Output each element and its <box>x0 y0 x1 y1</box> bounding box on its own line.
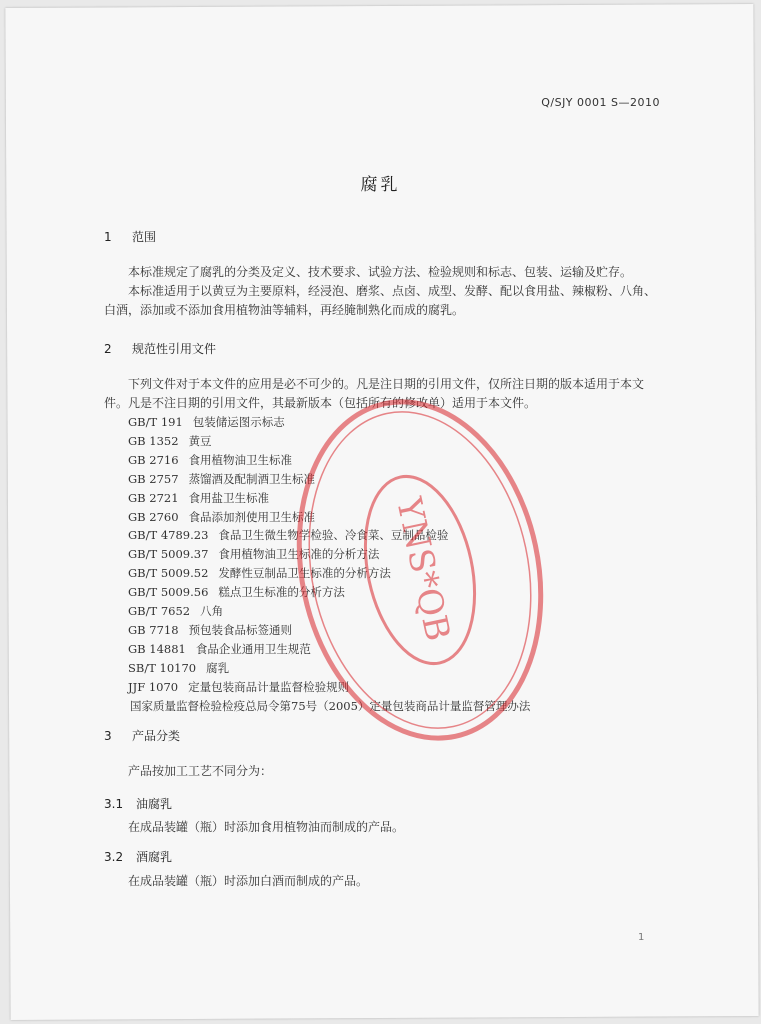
section-heading-oil-fermented-tofu: 3.1 油腐乳 <box>104 797 173 811</box>
reference-item: GB 2716 食用植物油卫生标准 <box>128 452 293 467</box>
reference-item: GB 2721 食用盐卫生标准 <box>128 490 270 505</box>
oil-fermented-tofu-definition: 在成品装罐（瓶）时添加食用植物油而制成的产品。 <box>128 820 405 834</box>
reference-item: GB/T 4789.23 食品卫生微生物学检验、冷食菜、豆制品检验 <box>128 528 449 543</box>
document-title: 腐乳 <box>360 175 401 195</box>
section-heading-scope: 1 范围 <box>104 230 157 244</box>
reference-item: JJF 1070 定量包装商品计量监督检验规则 <box>128 679 350 694</box>
classification-intro: 产品按加工工艺不同分为： <box>128 764 273 778</box>
reference-item: GB 1352 黄豆 <box>128 433 212 448</box>
reference-item: GB/T 7652 八角 <box>128 604 224 619</box>
section-heading-wine-fermented-tofu: 3.2 酒腐乳 <box>104 850 173 864</box>
scope-paragraph-1: 本标准规定了腐乳的分类及定义、技术要求、试验方法、检验规则和标志、包装、运输及贮存。 <box>128 265 633 279</box>
reference-item: GB 7718 预包装食品标签通则 <box>128 622 293 637</box>
page-number: 1 <box>638 932 645 943</box>
reference-item: 国家质量监督检验检疫总局令第75号（2005）定量包装商品计量监督管理办法 <box>130 698 531 713</box>
reference-item: GB 2760 食品添加剂使用卫生标准 <box>128 509 316 524</box>
reference-item: GB/T 191 包装储运图示标志 <box>128 415 285 429</box>
reference-item: GB 2757 蒸馏酒及配制酒卫生标准 <box>128 471 316 486</box>
wine-fermented-tofu-definition: 在成品装罐（瓶）时添加白酒而制成的产品。 <box>128 874 369 888</box>
normative-intro-paragraph: 下列文件对于本文件的应用是必不可少的。凡是注日期的引用文件，仅所注日期的版本适用于本文件。凡是不注日期的引用文件，其最新版本（包括所有的修改单）适用于本文件。 <box>104 377 645 410</box>
reference-item: GB 14881 食品企业通用卫生规范 <box>128 641 311 656</box>
reference-item: GB/T 5009.52 发酵性豆制品卫生标准的分析方法 <box>128 566 391 581</box>
stamp-center-code: YNS*QB <box>388 494 458 645</box>
scope-paragraph-2: 本标准适用于以黄豆为主要原料，经浸泡、磨浆、点卤、成型、发酵、配以食用盐、辣椒粉、八角、白酒，添加或不添加食用植物油等辅料，再经腌制熟化而成的腐乳。 <box>104 284 657 317</box>
reference-item: SB/T 10170 腐乳 <box>128 660 230 675</box>
reference-list <box>128 413 530 716</box>
section-heading-classification: 3 产品分类 <box>104 729 181 743</box>
reference-item: GB/T 5009.37 食用植物油卫生标准的分析方法 <box>128 547 380 562</box>
section-heading-normative-references: 2 规范性引用文件 <box>104 342 217 356</box>
reference-item: GB/T 5009.56 糕点卫生标准的分析方法 <box>128 585 345 600</box>
document-code: Q/SJY 0001 S—2010 <box>541 96 660 109</box>
